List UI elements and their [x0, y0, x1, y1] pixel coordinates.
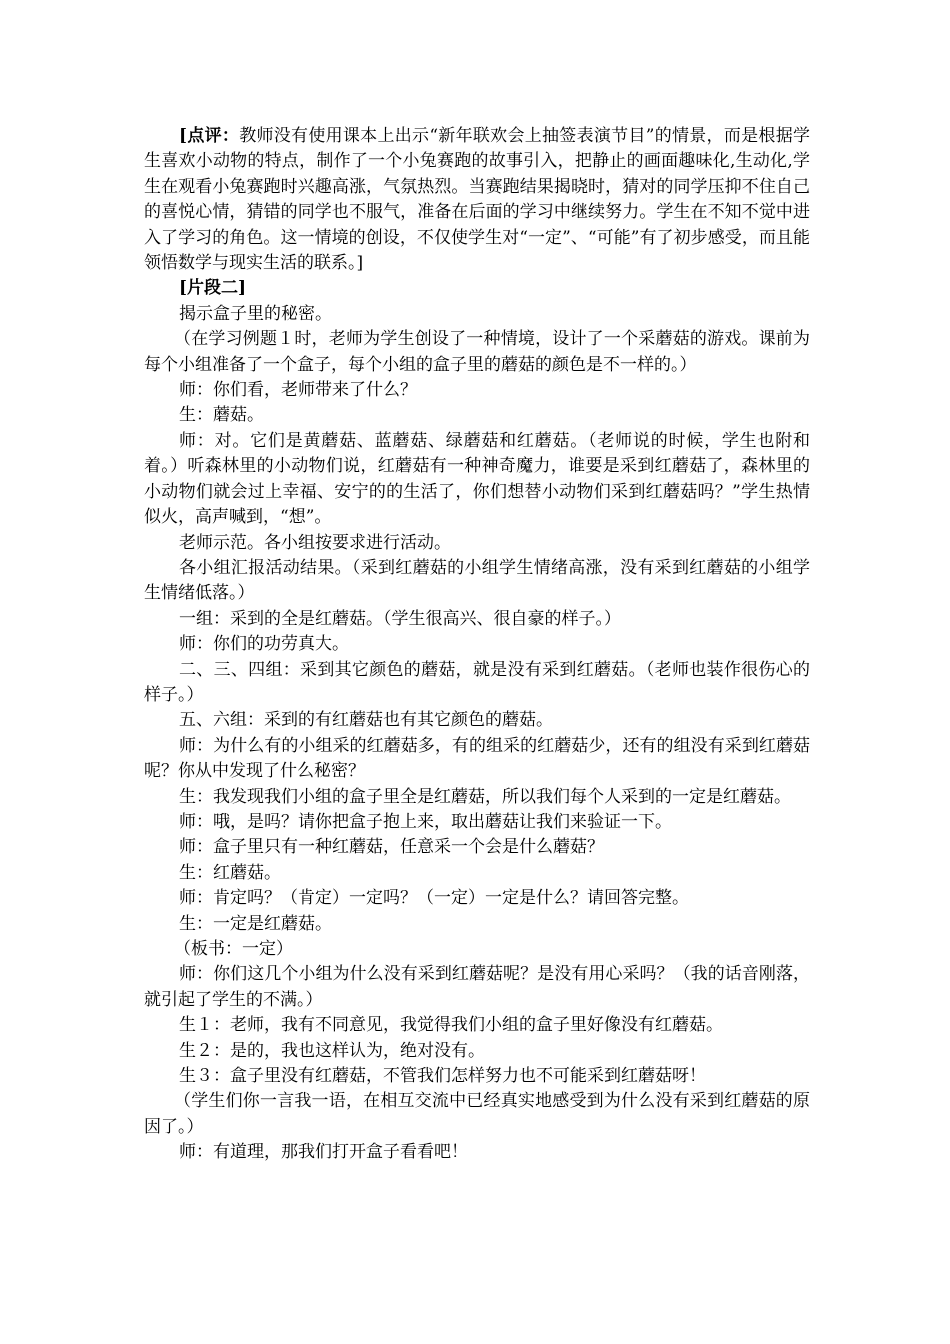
paragraph: 师：有道理，那我们打开盒子看看吧！ — [179, 1142, 468, 1163]
paragraph: 揭示盒子里的秘密。 — [179, 303, 332, 324]
paragraph: 生：红蘑菇。 — [179, 862, 281, 883]
paragraph: 生：蘑菇。 — [179, 405, 264, 426]
section-heading: [片段二] — [179, 278, 247, 299]
paragraph: 老师示范。各小组按要求进行活动。 — [179, 532, 451, 553]
paragraph: 生２：是的，我也这样认为，绝对没有。 — [179, 1040, 485, 1061]
review-lead: [点评： — [179, 126, 240, 146]
paragraph: 师：肯定吗？（肯定）一定吗？（一定）一定是什么？请回答完整。 — [179, 888, 689, 909]
paragraph: 生３：盒子里没有红蘑菇，不管我们怎样努力也不可能采到红蘑菇呀！ — [179, 1066, 706, 1087]
review-paragraph — [144, 124, 810, 276]
paragraph: 师：你们的功劳真大。 — [179, 634, 349, 655]
paragraph: （板书：一定） — [174, 939, 293, 959]
paragraph: 二、三、四组：采到其它颜色的蘑菇，就是没有采到红蘑菇。（老师也装作很伤心的样子。） — [144, 659, 810, 705]
paragraph: 师：为什么有的小组采的红蘑菇多，有的组采的红蘑菇少，还有的组没有采到红蘑菇呢？你从中发现了什么秘密？ — [144, 735, 810, 782]
paragraph: 师：对。它们是黄蘑菇、蓝蘑菇、绿蘑菇和红蘑菇。（老师说的时候，学生也附和着。）听森林里的小动物们说，红蘑菇有一种神奇魔力，谁要是采到红蘑菇了，森林里的小动物们就会过上幸福、安宁的的生活了，你们想替小动物们采到红蘑菇吗？”学生热情似火，高声喊到，“想”。 — [144, 430, 810, 528]
paragraph: 生：一定是红蘑菇。 — [179, 913, 332, 934]
paragraph: 师：盒子里只有一种红蘑菇，任意采一个会是什么蘑菇？ — [179, 837, 604, 858]
document-page — [144, 124, 810, 1166]
paragraph: 生１：老师，我有不同意见，我觉得我们小组的盒子里好像没有红蘑菇。 — [179, 1015, 723, 1036]
paragraph: 生：我发现我们小组的盒子里全是红蘑菇，所以我们每个人采到的一定是红蘑菇。 — [179, 786, 791, 807]
paragraph: 师：你们这几个小组为什么没有采到红蘑菇呢？是没有用心采吗？（我的话音刚落，就引起了学生的不满。） — [144, 964, 810, 1010]
paragraph: 师：你们看，老师带来了什么？ — [179, 380, 417, 401]
review-body: 教师没有使用课本上出示“新年联欢会上抽签表演节目”的情景，而是根据学生喜欢小动物的特点，制作了一个小兔赛跑的故事引入，把静止的画面趣味化,生动化,学生在观看小兔赛跑时兴趣高涨，气氛热烈。当赛跑结果揭晓时，猜对的同学压抑不住自己的喜悦心情，猜错的同学也不服气，准备在后面的学习中继续努力。学生在不知不觉中进入了学习的角色。这一情境的创设，不仅使学生对“一定”、“可能”有了初步感受，而且能领悟数学与现实生活的联系。] — [144, 126, 810, 274]
paragraph: （学生们你一言我一语，在相互交流中已经真实地感受到为什么没有采到红蘑菇的原因了。） — [144, 1091, 810, 1137]
paragraph: （在学习例题１时，老师为学生创设了一种情境，设计了一个采蘑菇的游戏。课前为每个小组准备了一个盒子，每个小组的盒子里的蘑菇的颜色是不一样的。） — [144, 329, 810, 375]
paragraph: 一组：采到的全是红蘑菇。（学生很高兴、很自豪的样子。） — [179, 608, 621, 629]
paragraph: 五、六组：采到的有红蘑菇也有其它颜色的蘑菇。 — [179, 710, 553, 731]
paragraph: 师：哦，是吗？请你把盒子抱上来，取出蘑菇让我们来验证一下。 — [179, 811, 672, 832]
paragraph: 各小组汇报活动结果。（采到红蘑菇的小组学生情绪高涨，没有采到红蘑菇的小组学生情绪低落。） — [144, 557, 810, 604]
